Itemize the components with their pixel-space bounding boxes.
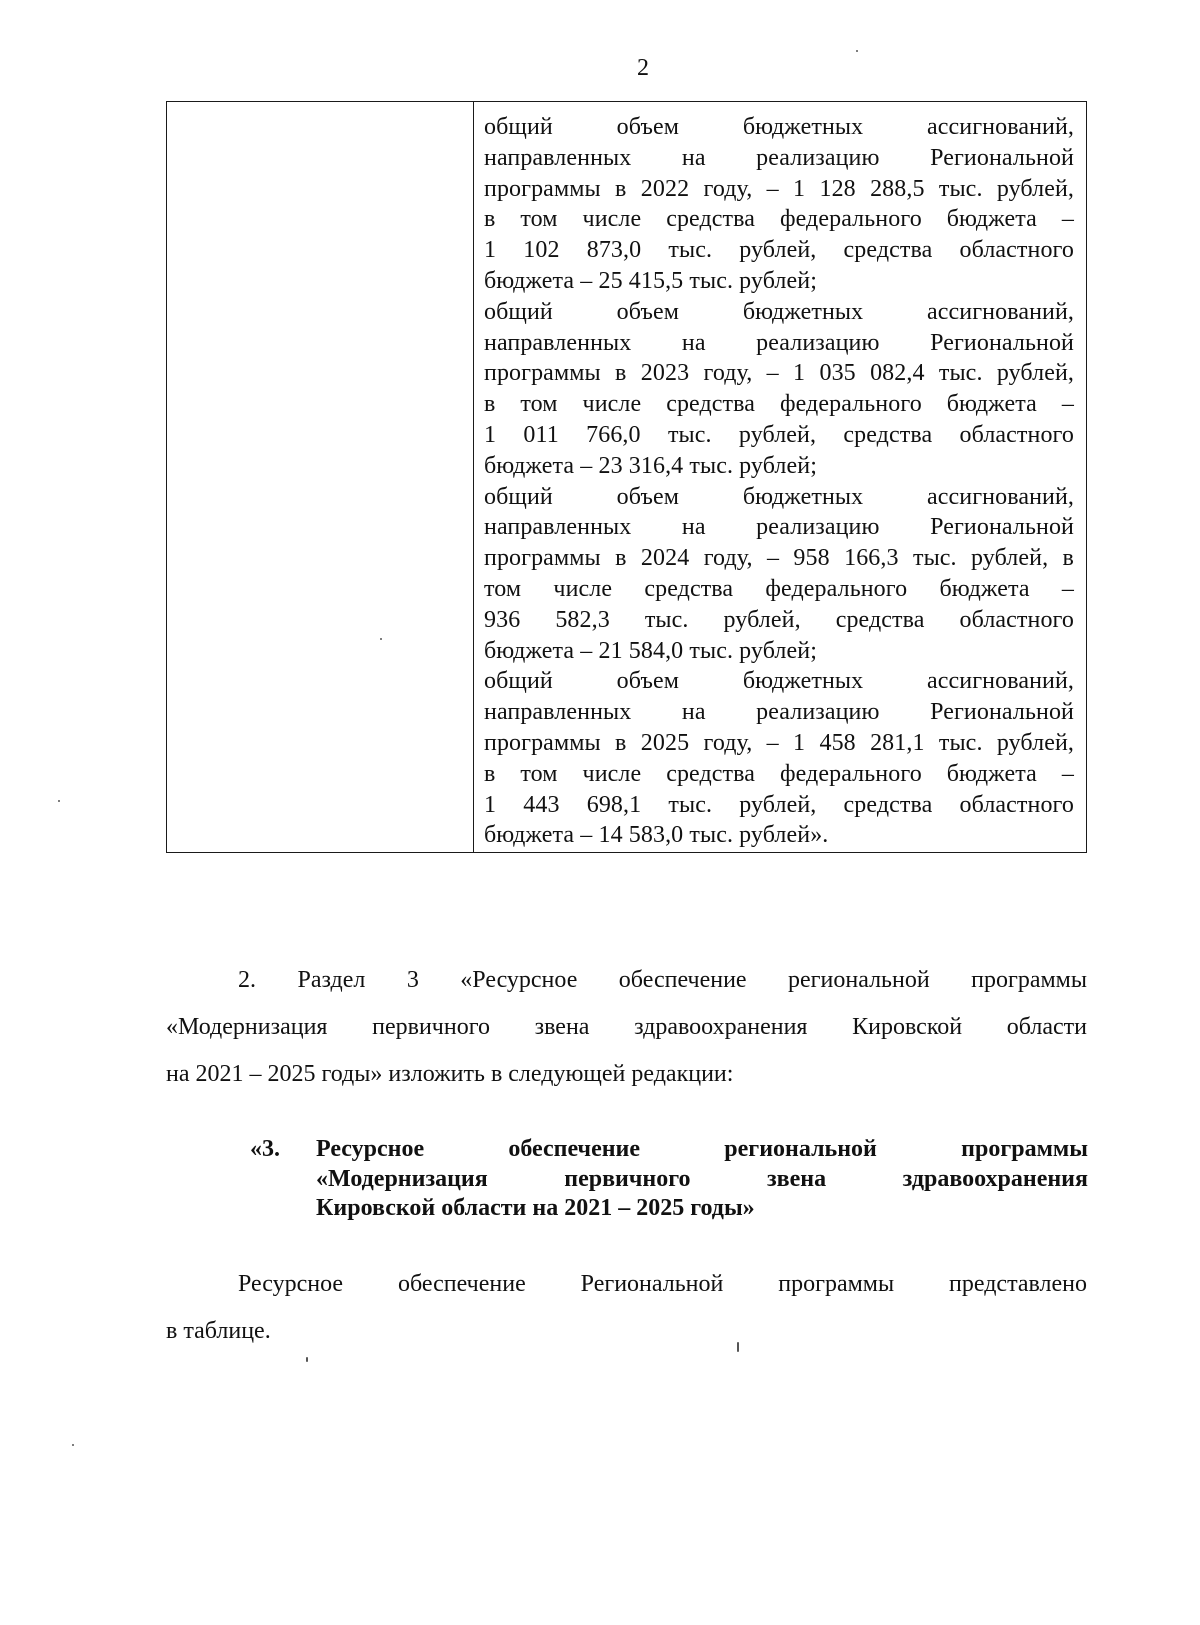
section-title [316, 1135, 1088, 1224]
page-number: 2 [637, 55, 649, 81]
scan-speck [856, 50, 858, 52]
text-line: «Модернизация первичного звена здравоохранения [316, 1165, 1088, 1192]
text-line: Ресурсное обеспечение Региональной программы представлено [238, 1271, 1087, 1297]
text-line: общий объем бюджетных ассигнований, [484, 668, 1074, 695]
text-line: общий объем бюджетных ассигнований, [484, 114, 1074, 140]
text-line: в том числе средства федерального бюджета – [484, 391, 1074, 418]
amendment-paragraph [166, 957, 1087, 1098]
text-line: Ресурсное обеспечение региональной программы [316, 1136, 1088, 1162]
text-line: общий объем бюджетных ассигнований, [484, 298, 1074, 325]
text-line: бюджета – 25 415,5 тыс. рублей; [484, 267, 817, 294]
text-line: общий объем бюджетных ассигнований, [484, 483, 1074, 510]
funding-entry-2025 [484, 666, 1074, 851]
text-line: 1 102 873,0 тыс. рублей, средства областного [484, 237, 1074, 264]
text-line: в таблице. [166, 1318, 271, 1344]
text-line: направленных на реализацию Региональной [484, 329, 1074, 356]
text-line: «Модернизация первичного звена здравоохранения Кировской области [166, 1014, 1087, 1040]
text-line: 2. Раздел 3 «Ресурсное обеспечение региональной программы [238, 967, 1087, 993]
table-intro-paragraph [166, 1261, 1087, 1355]
funding-entry-2023 [484, 297, 1074, 482]
scan-speck [380, 638, 382, 640]
table-left-cell [167, 102, 474, 852]
scan-speck [72, 1444, 74, 1446]
text-line: том числе средства федерального бюджета – [484, 575, 1074, 602]
scan-speck [737, 1342, 739, 1352]
table-right-cell [474, 102, 1086, 852]
section-number: «3. [250, 1136, 280, 1162]
text-line: 1 011 766,0 тыс. рублей, средства областного [484, 421, 1074, 448]
funding-entry-2022 [484, 112, 1074, 297]
scan-speck [58, 800, 60, 802]
text-line: 936 582,3 тыс. рублей, средства областного [484, 606, 1074, 633]
text-line: бюджета – 21 584,0 тыс. рублей; [484, 637, 817, 664]
text-line: направленных на реализацию Региональной [484, 144, 1074, 171]
text-line: бюджета – 23 316,4 тыс. рублей; [484, 452, 817, 479]
scan-speck [306, 1357, 308, 1362]
text-line: бюджета – 14 583,0 тыс. рублей». [484, 822, 829, 849]
funding-entry-2024 [484, 482, 1074, 667]
text-line: в том числе средства федерального бюджета – [484, 206, 1074, 233]
text-line: программы в 2022 году, – 1 128 288,5 тыс. рублей, [484, 175, 1074, 202]
text-line: направленных на реализацию Региональной [484, 514, 1074, 541]
text-line: направленных на реализацию Региональной [484, 699, 1074, 726]
text-line: Кировской области на 2021 – 2025 годы» [316, 1195, 755, 1221]
text-line: 1 443 698,1 тыс. рублей, средства областного [484, 791, 1074, 818]
funding-table [166, 101, 1087, 853]
text-line: программы в 2023 году, – 1 035 082,4 тыс. рублей, [484, 360, 1074, 387]
text-line: в том числе средства федерального бюджета – [484, 760, 1074, 787]
text-line: программы в 2025 году, – 1 458 281,1 тыс. рублей, [484, 729, 1074, 756]
text-line: на 2021 – 2025 годы» изложить в следующей редакции: [166, 1061, 734, 1087]
text-line: программы в 2024 году, – 958 166,3 тыс. рублей, в [484, 545, 1074, 572]
